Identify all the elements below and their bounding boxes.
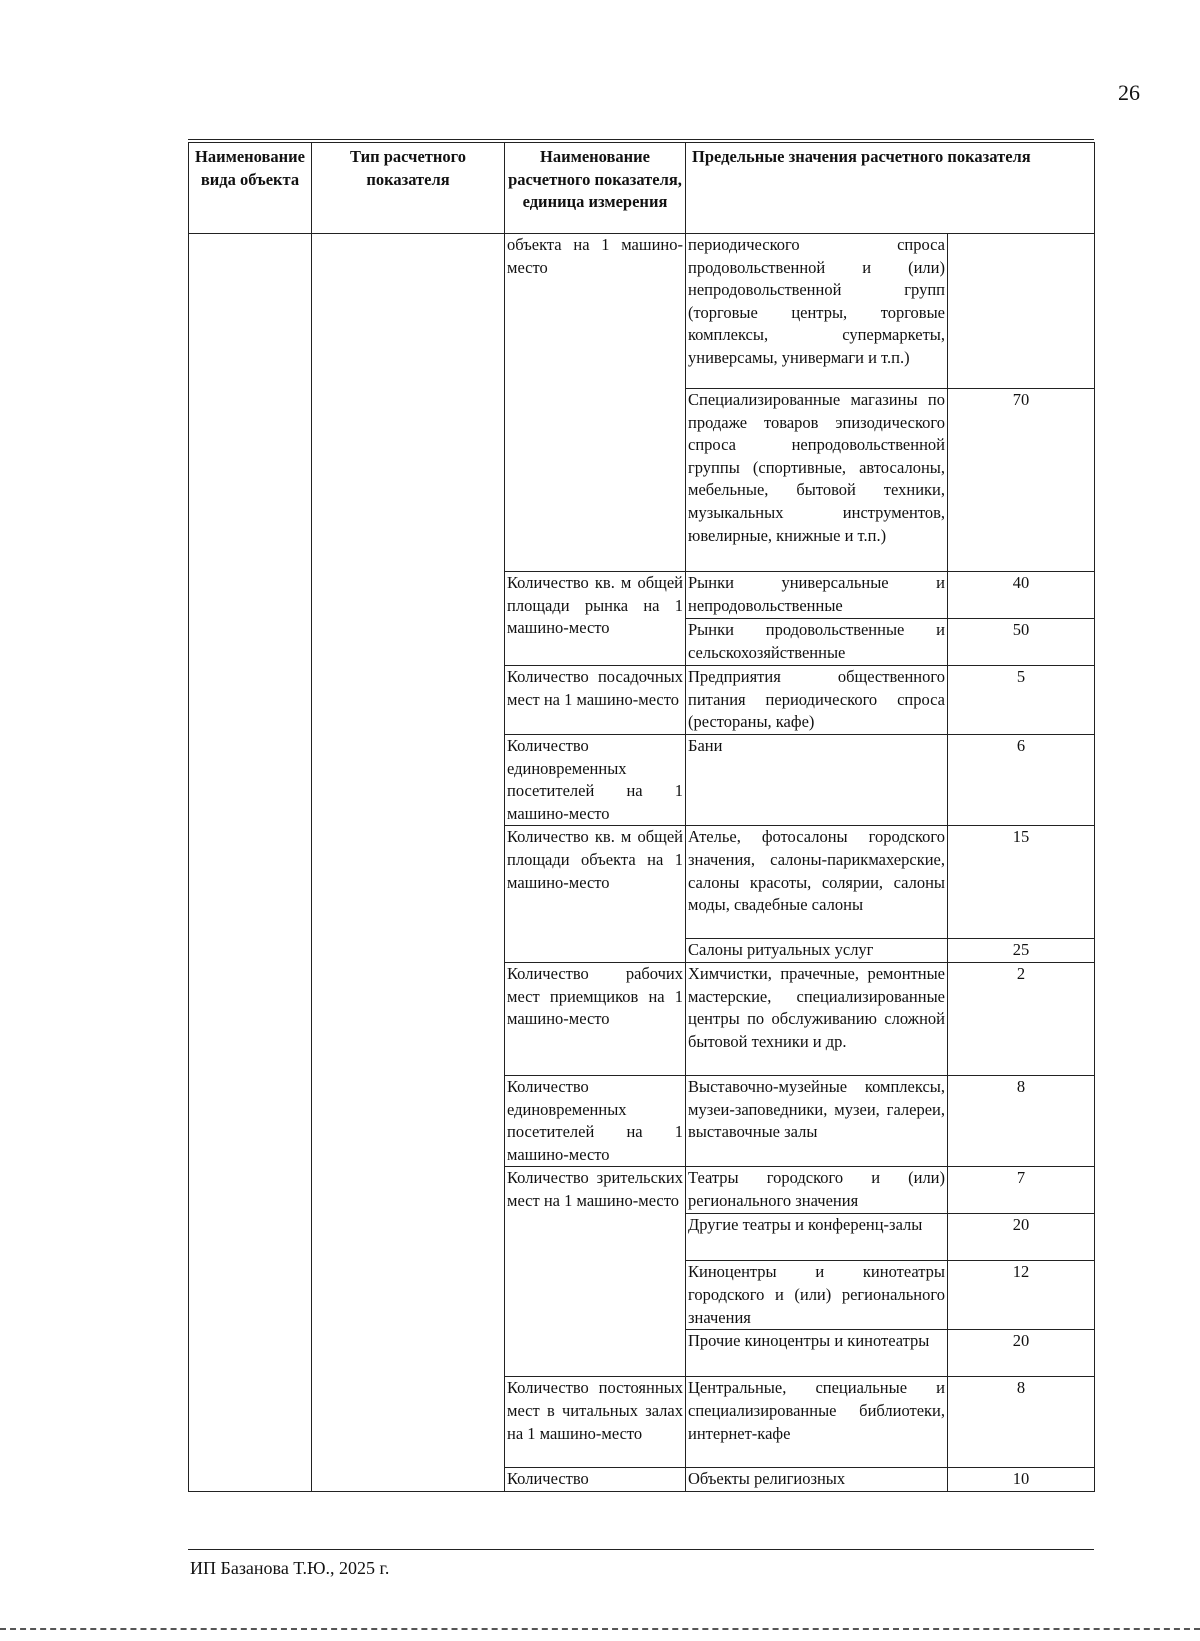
value-cell: 7 (948, 1167, 1095, 1214)
header-object-type: Наименование вида объекта (189, 143, 312, 234)
footer-author: ИП Базанова Т.Ю., 2025 г. (190, 1558, 390, 1578)
value-cell: 15 (948, 826, 1095, 939)
value-cell: 2 (948, 962, 1095, 1075)
value-cell: 10 (948, 1468, 1095, 1492)
indicator-cell: Количество (505, 1468, 686, 1492)
value-cell: 8 (948, 1377, 1095, 1468)
object-cell: Рынки продовольственные и сельскохозяйственные (686, 619, 948, 666)
table-header-row (189, 143, 1095, 234)
header-indicator-name: Наименование расчетного показателя, единица измерения (505, 143, 686, 234)
object-cell: Специализированные магазины по продаже товаров эпизодического спроса непродовольственной группы (спортивные, автосалоны, мебельные, бытовой техники, музыкальных инструментов, ювелирные, книжные и т.п.) (686, 389, 948, 572)
object-cell: Киноцентры и кинотеатры городского и (или) регионального значения (686, 1261, 948, 1330)
object-cell: Выставочно-музейные комплексы, музеи-заповедники, музеи, галереи, выставочные залы (686, 1075, 948, 1166)
object-cell: Салоны ритуальных услуг (686, 939, 948, 963)
table-row (189, 234, 1095, 389)
value-cell: 50 (948, 619, 1095, 666)
object-cell: Объекты религиозных (686, 1468, 948, 1492)
object-cell: Рынки универсальные и непродовольственные (686, 572, 948, 619)
indicator-cell: Количество постоянных мест в читальных залах на 1 машино-место (505, 1377, 686, 1468)
top-rule (188, 139, 1094, 140)
object-cell: Бани (686, 735, 948, 826)
value-cell: 40 (948, 572, 1095, 619)
value-cell: 25 (948, 939, 1095, 963)
header-indicator-type: Тип расчетного показателя (312, 143, 505, 234)
object-cell: Центральные, специальные и специализированные библиотеки, интернет-кафе (686, 1377, 948, 1468)
page-number: 26 (1118, 80, 1140, 105)
object-cell: Театры городского и (или) регионального значения (686, 1167, 948, 1214)
footer-rule (188, 1549, 1094, 1550)
indicator-type-cell (312, 234, 505, 1492)
value-cell: 12 (948, 1261, 1095, 1330)
scan-edge-dashes (0, 1628, 1200, 1630)
parking-norms-table (188, 142, 1095, 1492)
indicator-cell: Количество единовременных посетителей на 1 машино-место (505, 735, 686, 826)
header-limit-values: Предельные значения расчетного показателя (686, 143, 1095, 234)
indicator-cell: Количество зрительских мест на 1 машино-место (505, 1167, 686, 1377)
value-cell: 20 (948, 1330, 1095, 1377)
document-table-container (188, 142, 1094, 1492)
indicator-cell: Количество единовременных посетителей на 1 машино-место (505, 1075, 686, 1166)
indicator-cell: Количество посадочных мест на 1 машино-место (505, 666, 686, 735)
object-cell: Ателье, фотосалоны городского значения, салоны-парикмахерские, салоны красоты, солярии, салоны моды, свадебные салоны (686, 826, 948, 939)
object-cell: Другие театры и конференц-залы (686, 1214, 948, 1261)
value-cell: 70 (948, 389, 1095, 572)
indicator-cell: Количество кв. м общей площади рынка на 1 машино-место (505, 572, 686, 666)
object-type-cell (189, 234, 312, 1492)
indicator-cell: Количество рабочих мест приемщиков на 1 машино-место (505, 962, 686, 1075)
value-cell (948, 234, 1095, 389)
object-cell: Предприятия общественного питания периодического спроса (рестораны, кафе) (686, 666, 948, 735)
indicator-cell: Количество кв. м общей площади объекта на 1 машино-место (505, 826, 686, 963)
value-cell: 8 (948, 1075, 1095, 1166)
indicator-cell: объекта на 1 машино-место (505, 234, 686, 572)
value-cell: 6 (948, 735, 1095, 826)
value-cell: 5 (948, 666, 1095, 735)
object-cell: периодического спроса продовольственной и (или) непродовольственной групп (торговые центры, торговые комплексы, супермаркеты, универсамы, универмаги и т.п.) (686, 234, 948, 389)
object-cell: Химчистки, прачечные, ремонтные мастерские, специализированные центры по обслуживанию сложной бытовой техники и др. (686, 962, 948, 1075)
object-cell: Прочие киноцентры и кинотеатры (686, 1330, 948, 1377)
value-cell: 20 (948, 1214, 1095, 1261)
